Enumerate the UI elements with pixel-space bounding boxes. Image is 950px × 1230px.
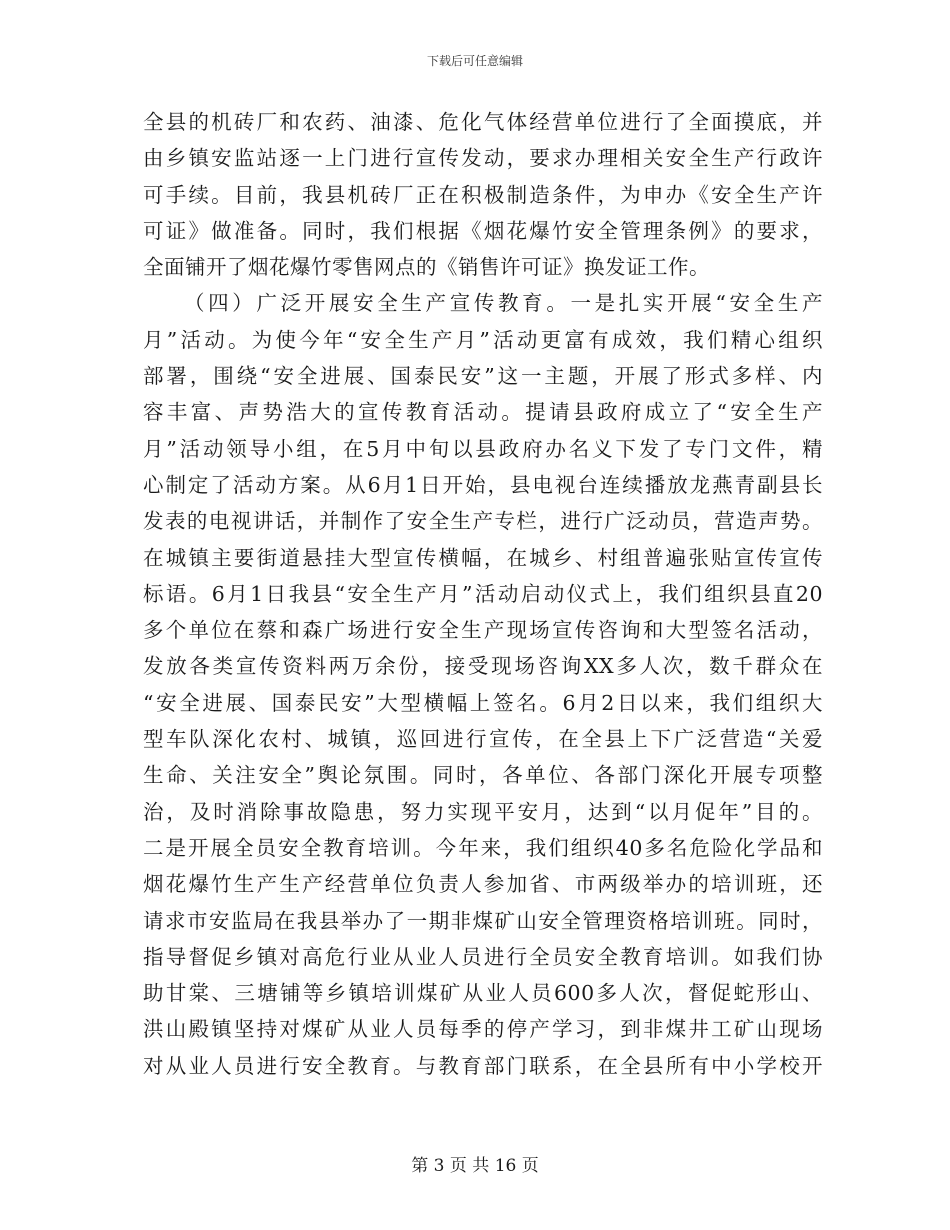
body-line: 助甘棠、三塘铺等乡镇培训煤矿从业人员600多人次，督促蛇形山、 [143, 981, 823, 1006]
body-line: 容丰富、声势浩大的宣传教育活动。提请县政府成立了“安全生产 [143, 400, 823, 425]
page-header: 下载后可任意编辑 [426, 54, 523, 68]
body-line: 部署，围绕“安全进展、国泰民安”这一主题，开展了形式多样、内 [143, 364, 823, 389]
body-line: 由乡镇安监站逐一上门进行宣传发动，要求办理相关安全生产行政许 [143, 146, 823, 171]
body-line: 二是开展全员安全教育培训。今年来，我们组织40多名危险化学品和 [143, 835, 823, 860]
body-line: 标语。6月1日我县“安全生产月”活动启动仪式上，我们组织县直20 [143, 581, 823, 606]
body-line: 可手续。目前，我县机砖厂正在积极制造条件，为申办《安全生产许 [143, 182, 823, 207]
body-line: 发表的电视讲话，并制作了安全生产专栏，进行广泛动员，营造声势。 [143, 509, 823, 534]
body-line: 生命、关注安全”舆论氛围。同时，各单位、各部门深化开展专项整 [143, 763, 823, 788]
body-line: 指导督促乡镇对高危行业从业人员进行全员安全教育培训。如我们协 [143, 944, 823, 969]
body-line: 心制定了活动方案。从6月1日开始，县电视台连续播放龙燕青副县长 [143, 472, 823, 497]
body-line: 多个单位在蔡和森广场进行安全生产现场宣传咨询和大型签名活动， [143, 618, 823, 643]
body-line: 请求市安监局在我县举办了一期非煤矿山安全管理资格培训班。同时， [143, 908, 823, 933]
section-heading-line: （四）广泛开展安全生产宣传教育。一是扎实开展“安全生产 [184, 291, 823, 316]
body-line: 治，及时消除事故隐患，努力实现平安月，达到“以月促年”目的。 [143, 799, 823, 824]
body-line: 月”活动领导小组，在5月中旬以县政府办名义下发了专门文件，精 [143, 436, 823, 461]
body-line: “安全进展、国泰民安”大型横幅上签名。6月2日以来，我们组织大 [143, 690, 823, 715]
body-line: 烟花爆竹生产生产经营单位负责人参加省、市两级举办的培训班，还 [143, 872, 823, 897]
body-line: 全面铺开了烟花爆竹零售网点的《销售许可证》换发证工作。 [143, 255, 710, 280]
body-line: 对从业人员进行安全教育。与教育部门联系，在全县所有中小学校开 [143, 1053, 823, 1078]
body-line: 型车队深化农村、城镇，巡回进行宣传，在全县上下广泛营造“关爱 [143, 727, 823, 752]
body-line: 可证》做准备。同时，我们根据《烟花爆竹安全管理条例》的要求， [143, 218, 823, 243]
document-body [143, 104, 823, 1084]
body-line: 在城镇主要街道悬挂大型宣传横幅，在城乡、村组普遍张贴宣传宣传 [143, 545, 823, 570]
body-line: 全县的机砖厂和农药、油漆、危化气体经营单位进行了全面摸底，并 [143, 110, 823, 134]
page-number-footer: 第 3 页 共 16 页 [411, 1156, 539, 1176]
body-line: 月”活动。为使今年“安全生产月”活动更富有成效，我们精心组织 [143, 327, 823, 352]
body-line: 洪山殿镇坚持对煤矿从业人员每季的停产学习，到非煤井工矿山现场 [143, 1017, 823, 1042]
body-line: 发放各类宣传资料两万余份，接受现场咨询XX多人次，数千群众在 [143, 654, 823, 679]
